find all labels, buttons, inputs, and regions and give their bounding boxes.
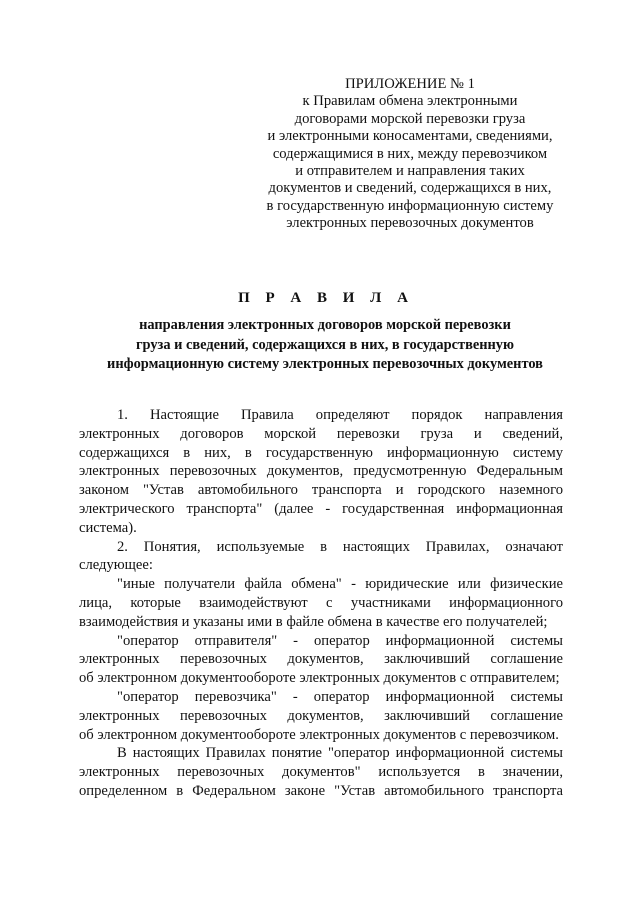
appendix-line: электронных перевозочных документов xyxy=(286,215,534,232)
paragraph-line: следующее: xyxy=(79,557,153,574)
paragraph-line: об электронном документообороте электронных документов с отправителем; xyxy=(79,670,560,687)
paragraph-operator-term xyxy=(79,744,563,800)
appendix-title: ПРИЛОЖЕНИЕ № 1 xyxy=(345,76,475,92)
paragraph-line: об электронном документообороте электронных документов с перевозчиком. xyxy=(79,726,559,743)
paragraph-line: электронных перевозочных документов" используется в значении, xyxy=(79,764,563,781)
paragraph-line: взаимодействия и указаны ими в файле обмена в качестве его получателей; xyxy=(79,613,548,630)
paragraph-line: электронных перевозочных документов, заключивший соглашение xyxy=(79,707,563,724)
paragraph-line: законом "Устав автомобильного транспорта и городского наземного xyxy=(79,482,563,499)
appendix-line: и электронными коносаментами, сведениями, xyxy=(267,128,553,145)
appendix-line: договорами морской перевозки груза xyxy=(294,110,526,127)
definition-sender-operator xyxy=(79,632,563,688)
definition-other-recipients xyxy=(79,575,563,631)
paragraph-line: "оператор отправителя" - оператор информационной системы xyxy=(117,632,563,649)
paragraph-line: 2. Понятия, используемые в настоящих Правилах, означают xyxy=(117,538,563,555)
paragraph-line: лица, которые взаимодействуют с участниками информационного xyxy=(79,594,563,611)
paragraph-1 xyxy=(79,406,563,538)
appendix-line: к Правилам обмена электронными xyxy=(302,93,518,110)
appendix-line: и отправителем и направления таких xyxy=(295,163,525,180)
paragraph-line: определенном в Федеральном законе "Устав автомобильного транспорта xyxy=(79,782,563,799)
document-subtitle xyxy=(60,316,590,375)
paragraph-line: 1. Настоящие Правила определяют порядок направления xyxy=(117,407,563,423)
paragraph-line: электрического транспорта" (далее - государственная информационная xyxy=(79,500,563,517)
paragraph-2 xyxy=(79,538,563,576)
subtitle-line: груза и сведений, содержащихся в них, в государственную xyxy=(136,336,514,353)
paragraph-line: содержащихся в них, в государственную информационную систему xyxy=(79,444,563,461)
subtitle-line: направления электронных договоров морской перевозки xyxy=(139,317,511,333)
definition-carrier-operator xyxy=(79,688,563,744)
paragraph-line: система). xyxy=(79,519,137,536)
document-title: П Р А В И Л А xyxy=(238,290,414,306)
appendix-line: документов и сведений, содержащихся в них, xyxy=(268,180,552,197)
appendix-line: в государственную информационную систему xyxy=(266,197,554,214)
subtitle-line: информационную систему электронных перевозочных документов xyxy=(107,356,543,373)
document-body xyxy=(79,406,563,801)
appendix-line: содержащимися в них, между перевозчиком xyxy=(272,145,548,162)
paragraph-line: электронных перевозочных документов, предусмотренную Федеральным xyxy=(79,463,563,480)
paragraph-line: "оператор перевозчика" - оператор информационной системы xyxy=(117,688,563,705)
paragraph-line: электронных перевозочных документов, заключивший соглашение xyxy=(79,651,563,668)
appendix-header xyxy=(240,76,580,233)
paragraph-line: В настоящих Правилах понятие "оператор информационной системы xyxy=(117,745,563,762)
paragraph-line: "иные получатели файла обмена" - юридические или физические xyxy=(117,576,563,593)
paragraph-line: электронных договоров морской перевозки груза и сведений, xyxy=(79,425,563,442)
